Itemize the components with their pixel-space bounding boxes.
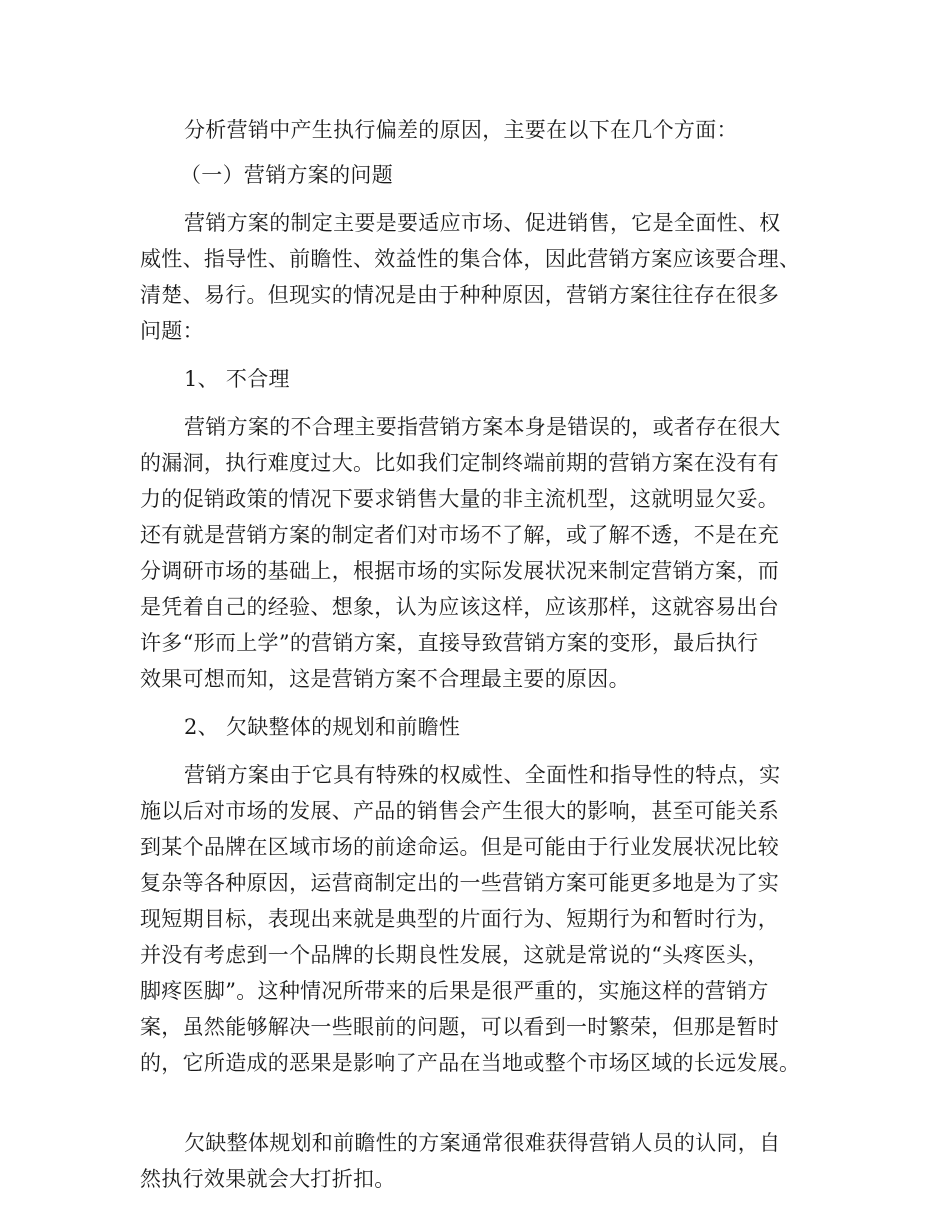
- paragraph-line: 清楚、易行。但现实的情况是由于种种原因，营销方案往往存在很多: [140, 283, 779, 307]
- subheading-1: 1、 不合理: [184, 367, 290, 391]
- paragraph-line: 营销方案的不合理主要指营销方案本身是错误的，或者存在很大: [184, 415, 781, 439]
- paragraph-line: 许多“形而上学”的营销方案，直接导致营销方案的变形，最后执行: [140, 631, 759, 655]
- paragraph-3: [140, 757, 810, 1081]
- paragraph-line: 是凭着自己的经验、想象，认为应该这样，应该那样，这就容易出台: [140, 595, 779, 619]
- paragraph-line: 到某个品牌在区域市场的前途命运。但是可能由于行业发展状况比较: [140, 835, 779, 859]
- paragraph-line: 现短期目标，表现出来就是典型的片面行为、短期行为和暂时行为，: [140, 907, 779, 931]
- document-page: [140, 112, 810, 1197]
- paragraph-1: [140, 205, 810, 349]
- paragraph-line: 分调研市场的基础上，根据市场的实际发展状况来制定营销方案，而: [140, 559, 779, 583]
- paragraph-line: 问题：: [140, 319, 204, 343]
- paragraph-line: 复杂等各种原因，运营商制定出的一些营销方案可能更多地是为了实: [140, 871, 779, 895]
- paragraph-line: 并没有考虑到一个品牌的长期良性发展，这就是常说的“头疼医头，: [140, 943, 769, 967]
- paragraph-line: 还有就是营销方案的制定者们对市场不了解，或了解不透，不是在充: [140, 523, 779, 547]
- subheading-2: 2、 欠缺整体的规划和前瞻性: [184, 715, 461, 739]
- intro-line: 分析营销中产生执行偏差的原因，主要在以下在几个方面：: [184, 118, 738, 142]
- paragraph-line: 施以后对市场的发展、产品的销售会产生很大的影响，甚至可能关系: [140, 799, 779, 823]
- section-heading: （一）营销方案的问题: [180, 163, 393, 187]
- paragraph-2: [140, 409, 810, 697]
- paragraph-line: 营销方案由于它具有特殊的权威性、全面性和指导性的特点，实: [184, 763, 781, 787]
- paragraph-line: 威性、指导性、前瞻性、效益性的集合体，因此营销方案应该要合理、: [140, 247, 801, 271]
- paragraph-line: 效果可想而知，这是营销方案不合理最主要的原因。: [140, 667, 630, 691]
- paragraph-line: 力的促销政策的情况下要求销售大量的非主流机型，这就明显欠妥。: [140, 487, 779, 511]
- paragraph-line: 的，它所造成的恶果是影响了产品在当地或整个市场区域的长远发展。: [140, 1051, 801, 1075]
- paragraph-4: [140, 1125, 810, 1197]
- paragraph-line: 然执行效果就会大打折扣。: [140, 1167, 396, 1191]
- paragraph-line: 案，虽然能够解决一些眼前的问题，可以看到一时繁荣，但那是暂时: [140, 1015, 779, 1039]
- paragraph-line: 脚疼医脚”。这种情况所带来的后果是很严重的，实施这样的营销方: [140, 979, 769, 1003]
- paragraph-line: 欠缺整体规划和前瞻性的方案通常很难获得营销人员的认同，自: [184, 1131, 781, 1155]
- paragraph-line: 营销方案的制定主要是要适应市场、促进销售，它是全面性、权: [184, 211, 781, 235]
- paragraph-line: 的漏洞，执行难度过大。比如我们定制终端前期的营销方案在没有有: [140, 451, 779, 475]
